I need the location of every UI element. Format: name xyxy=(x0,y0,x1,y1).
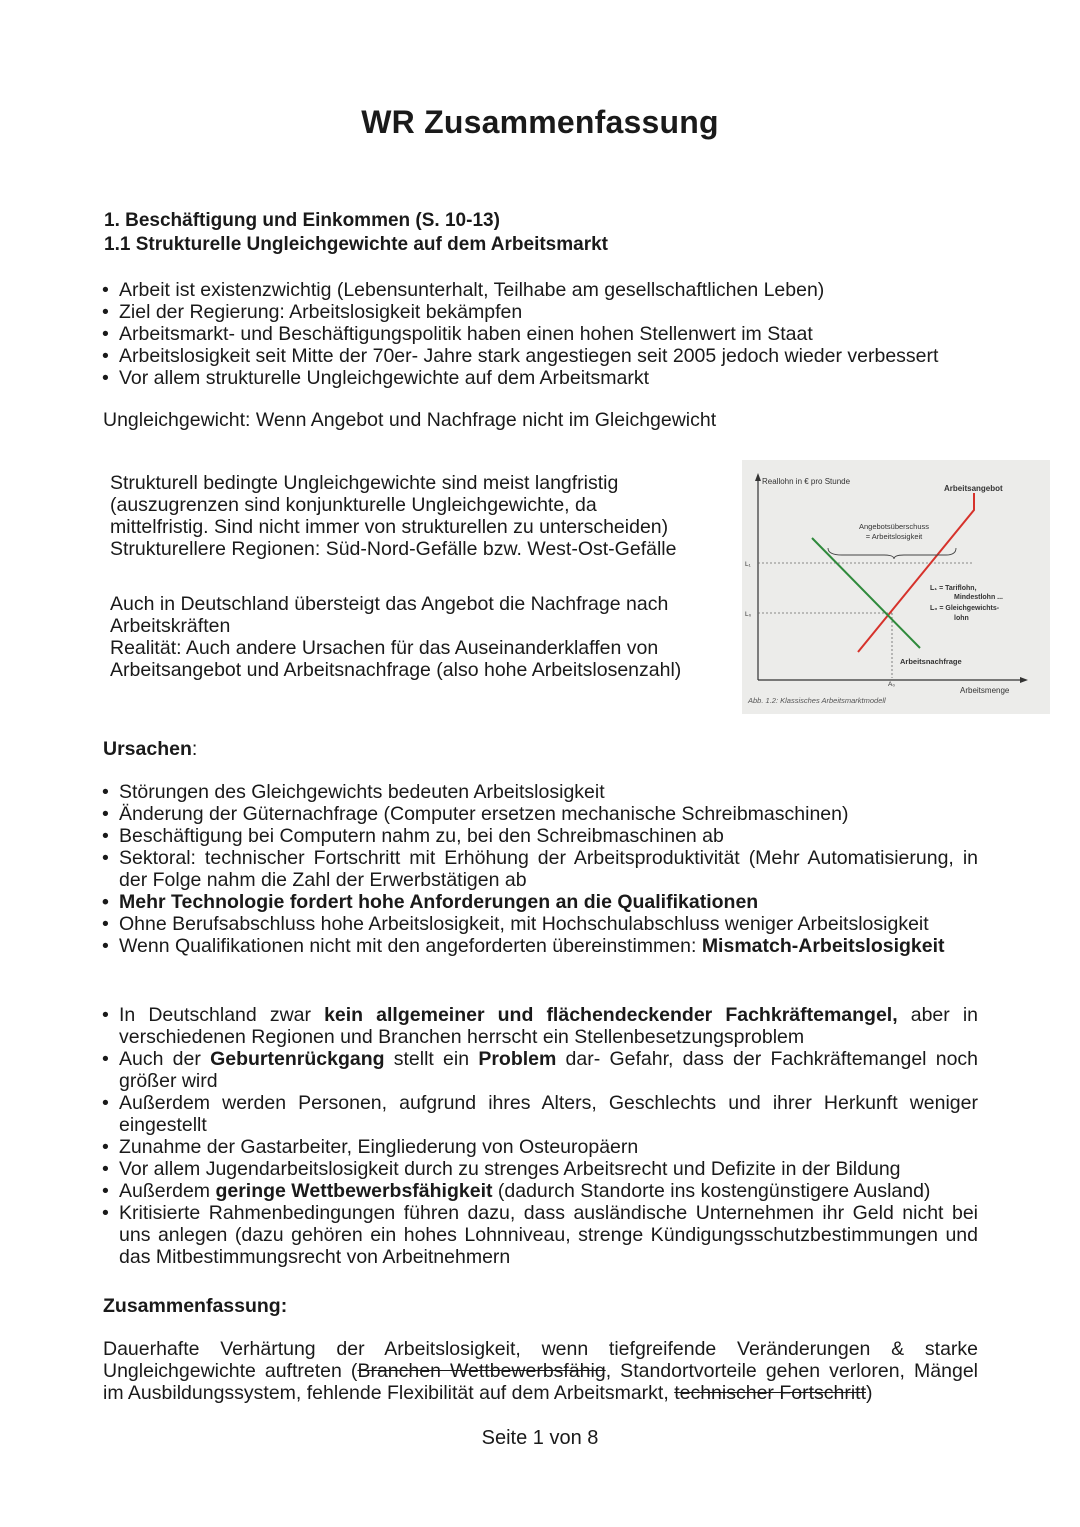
text-line: Auch in Deutschland übersteigt das Angebot die Nachfrage nach xyxy=(110,593,669,615)
list-item: • Mehr Technologie fordert hohe Anforderungen an die Qualifikationen xyxy=(100,891,978,913)
list-item: • Arbeitslosigkeit seit Mitte der 70er- Jahre stark angestiegen seit 2005 jedoch wieder verbessert xyxy=(100,345,978,367)
text-line: Realität: Auch andere Ursachen für das Auseinanderklaffen von xyxy=(110,637,659,659)
summary-heading: Zusammenfassung: xyxy=(103,1295,288,1317)
page-number: Seite 1 von 8 xyxy=(481,1427,599,1449)
additional-causes-list xyxy=(100,1004,978,1268)
l1-label: L₁ xyxy=(745,561,751,568)
structural-paragraph-1 xyxy=(110,472,730,560)
figure-caption: Abb. 1.2: Klassisches Arbeitsmarktmodell xyxy=(748,696,886,705)
legend-line: L₁ = Tariflohn, xyxy=(930,585,977,592)
x-axis-arrow-icon xyxy=(1020,677,1028,683)
summary-paragraph: Dauerhafte Verhärtung der Arbeitslosigkeit, wenn tiefgreifende Veränderungen & starke Ungleichgewichte auftreten (Branchen Wettbewerbsfähig, Standortvorteile gehen verloren, Mängel im Ausbildungssystem, fehlende Flexibilität auf dem Arbeitsmarkt, technischer Fortschritt) xyxy=(103,1338,978,1404)
labor-demand-curve xyxy=(812,538,920,648)
legend-line: Mindestlohn ... xyxy=(954,594,1003,601)
list-item: • Vor allem Jugendarbeitslosigkeit durch zu strenges Arbeitsrecht und Defizite in der Bildung xyxy=(100,1158,978,1180)
text-line: Strukturellere Regionen: Süd-Nord-Gefälle bzw. West-Ost-Gefälle xyxy=(110,538,677,560)
list-item: • Kritisierte Rahmenbedingungen führen dazu, dass ausländische Unternehmen ihr Geld nicht bei uns anlegen (dazu gehören ein hohes Lohnniveau, strenge Kündigungsschutzbestimmungen und das Mitbestimmungsrecht von Arbeitnehmern xyxy=(100,1202,978,1268)
legend-line: lohn xyxy=(954,615,969,622)
intro-bullet-list xyxy=(100,279,978,389)
list-item: • Sektoral: technischer Fortschritt mit Erhöhung der Arbeitsproduktivität (Mehr Automatisierung, in der Folge nahm die Zahl der Erwerbstätigen ab xyxy=(100,847,978,891)
causes-heading: Ursachen: xyxy=(103,738,198,760)
demand-label: Arbeitsnachfrage xyxy=(900,657,962,666)
text-line: (auszugrenzen sind konjunkturelle Ungleichgewichte, da xyxy=(110,494,597,516)
list-item: • Ohne Berufsabschluss hohe Arbeitslosigkeit, mit Hochschulabschluss weniger Arbeitslosigkeit xyxy=(100,913,978,935)
text-line: Arbeitsangebot und Arbeitsnachfrage (also hohe Arbeitslosenzahl) xyxy=(110,659,682,681)
text-line: Arbeitskräften xyxy=(110,615,231,637)
surplus-label: Angebotsüberschuss xyxy=(858,522,930,531)
definition-text: Ungleichgewicht: Wenn Angebot und Nachfrage nicht im Gleichgewicht xyxy=(103,409,717,431)
x-axis-label: Arbeitsmenge xyxy=(960,686,1010,695)
l0-label: L₀ xyxy=(745,611,752,618)
list-item: • Ziel der Regierung: Arbeitslosigkeit bekämpfen xyxy=(100,301,978,323)
labor-market-figure xyxy=(742,460,1050,714)
list-item: • Auch der Geburtenrückgang stellt ein Problem dar- Gefahr, dass der Fachkräftemangel noch größer wird xyxy=(100,1048,978,1092)
structural-paragraph-2 xyxy=(110,593,730,681)
list-item: • In Deutschland zwar kein allgemeiner und flächendeckender Fachkräftemangel, aber in verschiedenen Regionen und Branchen herrscht ein Stellenbesetzungsproblem xyxy=(100,1004,978,1048)
list-item: • Arbeitsmarkt- und Beschäftigungspolitik haben einen hohen Stellenwert im Staat xyxy=(100,323,978,345)
text-line: mittelfristig. Sind nicht immer von strukturellen zu unterscheiden) xyxy=(110,516,669,538)
a0-label: A₀ xyxy=(888,681,896,688)
list-item: • Arbeit ist existenzwichtig (Lebensunterhalt, Teilhabe am gesellschaftlichen Leben) xyxy=(100,279,978,301)
list-item: • Änderung der Güternachfrage (Computer ersetzen mechanische Schreibmaschinen) xyxy=(100,803,978,825)
y-axis-label: Reallohn in € pro Stunde xyxy=(762,477,851,486)
legend-line: L₀ = Gleichgewichts- xyxy=(930,605,1000,612)
surplus-brace xyxy=(828,548,956,559)
list-item: • Störungen des Gleichgewichts bedeuten Arbeitslosigkeit xyxy=(100,781,978,803)
labor-supply-curve xyxy=(858,493,974,652)
subsection-heading: 1.1 Strukturelle Ungleichgewichte auf dem Arbeitsmarkt xyxy=(104,234,608,255)
list-item: • Beschäftigung bei Computern nahm zu, bei den Schreibmaschinen ab xyxy=(100,825,978,847)
y-axis-arrow-icon xyxy=(755,473,761,481)
causes-bullet-list xyxy=(100,781,978,957)
page-title: WR Zusammenfassung xyxy=(361,104,719,140)
section-heading: 1. Beschäftigung und Einkommen (S. 10-13) xyxy=(104,210,500,231)
list-item: • Außerdem geringe Wettbewerbsfähigkeit (dadurch Standorte ins kostengünstigere Ausland) xyxy=(100,1180,978,1202)
list-item: • Zunahme der Gastarbeiter, Eingliederung von Osteuropäern xyxy=(100,1136,978,1158)
supply-label: Arbeitsangebot xyxy=(944,484,1003,493)
text-line: Strukturell bedingte Ungleichgewichte sind meist langfristig xyxy=(110,472,619,494)
list-item: • Vor allem strukturelle Ungleichgewichte auf dem Arbeitsmarkt xyxy=(100,367,978,389)
list-item: • Wenn Qualifikationen nicht mit den angeforderten übereinstimmen: Mismatch-Arbeitslosigkeit xyxy=(100,935,978,957)
surplus-label-2: = Arbeitslosigkeit xyxy=(865,532,923,541)
labor-market-diagram xyxy=(742,460,1050,714)
list-item: • Außerdem werden Personen, aufgrund ihres Alters, Geschlechts und ihrer Herkunft weniger eingestellt xyxy=(100,1092,978,1136)
